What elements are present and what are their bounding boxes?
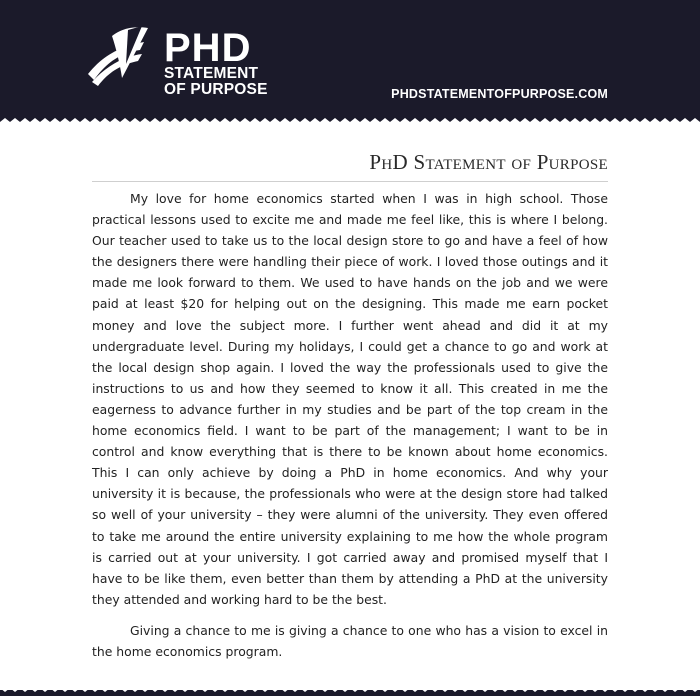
document-title: PhD Statement of Purpose: [369, 150, 608, 174]
site-url-link[interactable]: PHDSTATEMENTOFPURPOSE.COM: [391, 87, 608, 101]
paragraph-1: My love for home economics started when I was in high school. Those practical lessons used to excite me and made me feel like, this is where I belong. Our teacher used to take us to the local design store to go and have a feel of how the designers there were handling their piece of work. I loved those outings and it made me look forward to them. We used to have hands on the job and we were paid at least $20 for helping out on the designing. This made me earn pocket money and love the subject more. I further went ahead and did it at my undergraduate level. During my holidays, I could get a chance to go and work at the local design shop again. I loved the way the professionals used to give the instructions to us and how they seemed to know it all. This created in me the eagerness to advance further in my studies and be part of the top cream in the home economics field. I want to be part of the management; I want to be in control and know everything that is there to be known about home economics. This I can only achieve by doing a PhD in home economics. And why your university it is because, the professionals who were at the design store had talked so well of your university – they were alumni of the university. They even offered to take me around the entire university explaining to me how the whole program is carried out at your university. I got carried away and promised myself that I have to be like them, even better than them by attending a PhD at the university they attended and working hard to be the best.: [92, 191, 608, 607]
logo-title: PHD: [164, 26, 252, 70]
open-book-icon: [82, 24, 154, 90]
paper-bottom-edge: [0, 684, 700, 692]
document-body: [92, 188, 608, 672]
title-divider: [92, 181, 608, 182]
page-header: [0, 0, 700, 125]
logo-subtitle-line1: STATEMENT: [164, 65, 259, 82]
paragraph-2: Giving a chance to me is giving a chance to one who has a vision to excel in the home economics program.: [92, 622, 608, 659]
logo-subtitle-line2: OF PURPOSE: [164, 81, 268, 98]
site-logo[interactable]: [164, 26, 268, 98]
